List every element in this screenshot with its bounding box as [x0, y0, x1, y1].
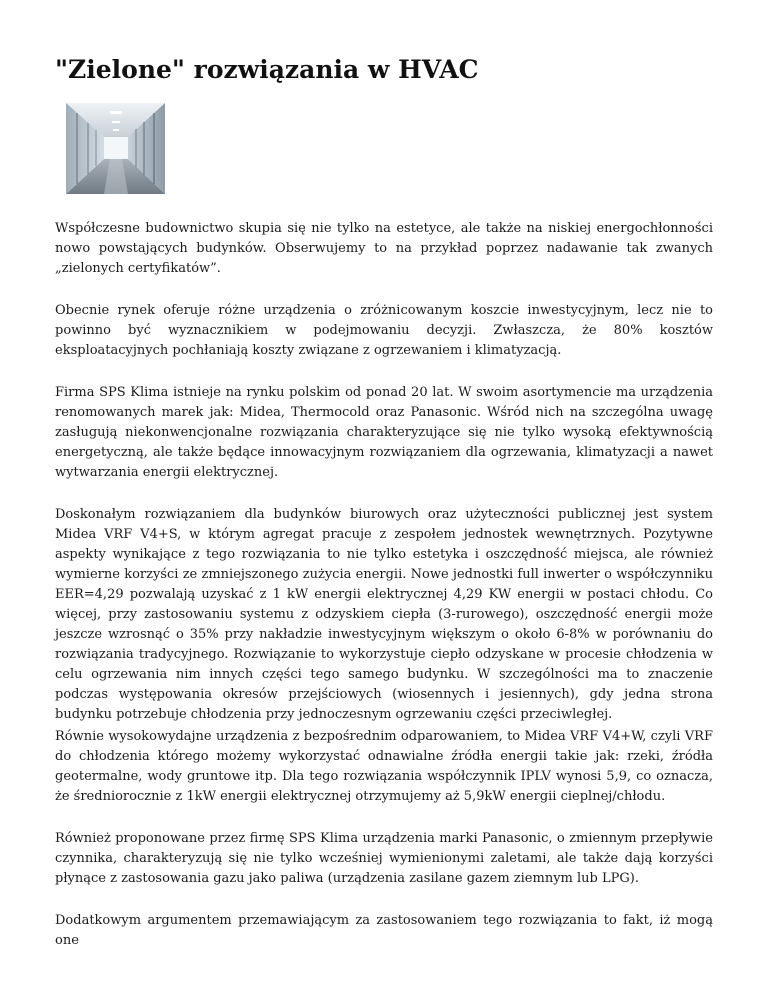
page-title: "Zielone" rozwiązania w HVAC [55, 55, 479, 84]
paragraph: Równie wysokowydajne urządzenia z bezpośrednim odparowaniem, to Midea VRF V4+W, czyli VRF do chłodzenia którego możemy wykorzystać odnawialne źródła energii takie jak: rzeki, źródła geotermalne, wody gruntowe itp. Dla tego rozwiązania współczynnik IPLV wynosi 5,9, co oznacza, że średniorocznie z 1kW energii elektrycznej otrzymujemy aż 5,9kW energii cieplnej/chłodu. [55, 729, 713, 804]
paragraph: Obecnie rynek oferuje różne urządzenia o zróżnicowanym koszcie inwestycyjnym, lecz nie to powinno być wyznacznikiem w podejmowaniu decyzji. Zwłaszcza, że 80% kosztów eksploatacyjnych pochłaniają koszty związane z ogrzewaniem i klimatyzacją. [55, 303, 713, 358]
paragraph: Doskonałym rozwiązaniem dla budynków biurowych oraz użyteczności publicznej jest system Midea VRF V4+S, w którym agregat pracuje z zespołem jednostek wewnętrznych. Pozytywne aspekty wynikające z tego rozwiązania to nie tylko estetyka i oszczędność miejsca, ale również wymierne korzyści ze zmniejszonego zużycia energii. Nowe jednostki full inwerter o współczynniku EER=4,29 pozwalają uzyskać z 1 kW energii elektrycznej 4,29 KW energii w postaci chłodu. Co więcej, przy zastosowaniu systemu z odzyskiem ciepła (3-rurowego), oszczędność energii może jeszcze wzrosnąć o 35% przy nakładzie inwestycyjnym większym o około 6-8% w porównaniu do rozwiązania tradycyjnego. Rozwiązanie to wykorzystuje ciepło odzyskane w procesie chłodzenia w celu ogrzewania nim innych części tego samego budynku. W szczególności ma to znaczenie podczas występowania okresów przejściowych (wiosennych i jesiennych), gdy jedna strona budynku potrzebuje chłodzenia przy jednoczesnym ogrzewaniu części przeciwległej. [55, 507, 713, 722]
paragraph: Dodatkowym argumentem przemawiającym za zastosowaniem tego rozwiązania to fakt, iż mogą one [55, 913, 713, 948]
paragraph: Również proponowane przez firmę SPS Klima urządzenia marki Panasonic, o zmiennym przepływie czynnika, charakteryzują się nie tylko wcześniej wymienionymi zaletami, ale także dają korzyści płynące z zastosowania gazu jako paliwa (urządzenia zasilane gazem ziemnym lub LPG). [55, 831, 713, 886]
paragraph: Firma SPS Klima istnieje na rynku polskim od ponad 20 lat. W swoim asortymencie ma urządzenia renomowanych marek jak: Midea, Thermocold oraz Panasonic. Wśród nich na szczególna uwagę zasługują niekonwencjonalne rozwiązania charakteryzujące się nie tylko wysoką efektywnością energetyczną, ale także będące innowacyjnym rozwiązaniem dla ogrzewania, klimatyzacji a nawet wytwarzania energii elektrycznej. [55, 385, 713, 480]
office-corridor-image [66, 103, 165, 194]
paragraph: Współczesne budownictwo skupia się nie tylko na estetyce, ale także na niskiej energochłonności nowo powstających budynków. Obserwujemy to na przykład poprzez nadawanie tak zwanych „zielonych certyfikatów”. [55, 221, 713, 276]
